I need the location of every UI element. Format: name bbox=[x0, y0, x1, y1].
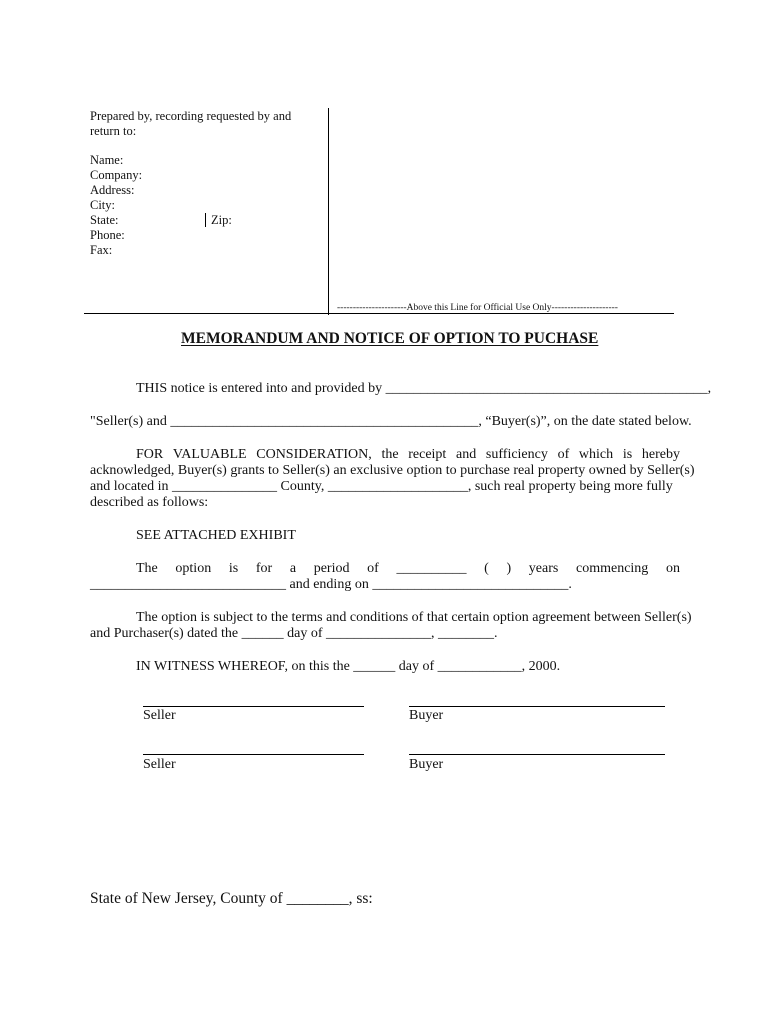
fax-field-label: Fax: bbox=[90, 243, 113, 257]
buyer-label-1: Buyer bbox=[409, 708, 444, 723]
consideration-word: sufficiency bbox=[485, 447, 548, 462]
consideration-word: FOR bbox=[136, 447, 164, 462]
option-period-word: __________ bbox=[396, 561, 467, 576]
option-period-word: on bbox=[665, 561, 680, 576]
address-field-label: Address: bbox=[90, 183, 135, 197]
consideration-word: hereby bbox=[641, 447, 680, 462]
subject-terms-line2: and Purchaser(s) dated the ______ day of _______________, ________. bbox=[90, 626, 498, 641]
buyer-signature-line-1 bbox=[409, 706, 665, 707]
subject-terms-line1: The option is subject to the terms and conditions of that certain option agreement between Seller(s) bbox=[136, 610, 692, 625]
notice-paragraph-line1: THIS notice is entered into and provided by ______________________________________________, bbox=[136, 381, 712, 396]
option-period-word: period bbox=[313, 561, 350, 576]
zip-divider bbox=[205, 213, 206, 227]
header-horizontal-divider bbox=[84, 313, 674, 314]
option-period-word: years bbox=[528, 561, 559, 576]
prepared-by-label: Prepared by, recording requested by and bbox=[90, 109, 292, 123]
return-to-label: return to: bbox=[90, 124, 137, 138]
buyer-label-2: Buyer bbox=[409, 757, 444, 772]
option-period-line2: ____________________________ and ending on ____________________________. bbox=[90, 577, 572, 592]
option-period-line1 bbox=[136, 561, 680, 577]
state-field-label: State: bbox=[90, 213, 119, 227]
option-period-word: commencing bbox=[575, 561, 649, 576]
option-period-word: ) bbox=[506, 561, 512, 576]
consideration-word: which bbox=[578, 447, 614, 462]
seller-signature-line-2 bbox=[143, 754, 364, 755]
venue-state-county: State of New Jersey, County of ________, ss: bbox=[90, 890, 373, 907]
seller-signature-line-1 bbox=[143, 706, 364, 707]
consideration-word: and bbox=[456, 447, 477, 462]
notice-paragraph-line2: "Seller(s) and ____________________________________________, “Buyer(s)”, on the date stated below. bbox=[90, 414, 692, 429]
document-title: MEMORANDUM AND NOTICE OF OPTION TO PUCHASE bbox=[181, 330, 599, 347]
consideration-line1 bbox=[136, 447, 680, 463]
consideration-word: of bbox=[557, 447, 570, 462]
header-vertical-divider bbox=[328, 108, 329, 315]
option-period-word: ( bbox=[484, 561, 489, 576]
consideration-word: is bbox=[622, 447, 633, 462]
consideration-word: receipt bbox=[408, 447, 447, 462]
exhibit-reference: SEE ATTACHED EXHIBIT bbox=[136, 528, 296, 543]
official-use-notice: ----------------------Above this Line for Official Use Only--------------------- bbox=[337, 303, 618, 313]
consideration-word: the bbox=[381, 447, 399, 462]
zip-field-label: Zip: bbox=[211, 213, 232, 227]
option-period-word: for bbox=[255, 561, 273, 576]
witness-clause: IN WITNESS WHEREOF, on this the ______ day of ____________, 2000. bbox=[136, 659, 561, 674]
consideration-word: VALUABLE bbox=[172, 447, 247, 462]
consideration-word: CONSIDERATION, bbox=[256, 447, 372, 462]
company-field-label: Company: bbox=[90, 168, 143, 182]
option-period-word: is bbox=[228, 561, 239, 576]
option-period-word: of bbox=[367, 561, 379, 576]
consideration-line4: described as follows: bbox=[90, 495, 209, 510]
city-field-label: City: bbox=[90, 198, 116, 212]
consideration-line2: acknowledged, Buyer(s) grants to Seller(s) an exclusive option to purchase real property owned by Seller(s) bbox=[90, 463, 695, 478]
seller-label-1: Seller bbox=[143, 708, 176, 723]
phone-field-label: Phone: bbox=[90, 228, 125, 242]
option-period-word: option bbox=[175, 561, 212, 576]
consideration-line3: and located in _______________ County, ____________________, such real property being more fully bbox=[90, 479, 673, 494]
buyer-signature-line-2 bbox=[409, 754, 665, 755]
seller-label-2: Seller bbox=[143, 757, 176, 772]
name-field-label: Name: bbox=[90, 153, 124, 167]
option-period-word: The bbox=[136, 561, 158, 576]
option-period-word: a bbox=[289, 561, 297, 576]
